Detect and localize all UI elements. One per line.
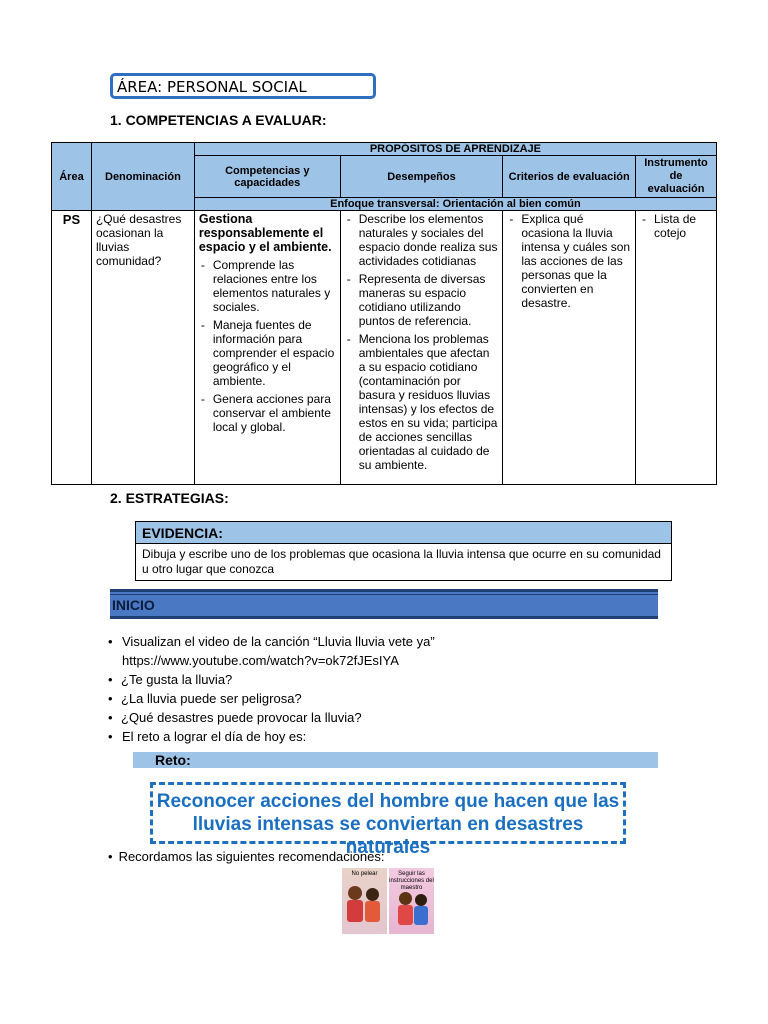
- capacidad-item: - Comprende las relaciones entre los elementos naturales y sociales.: [199, 258, 336, 314]
- list-item: [108, 651, 435, 670]
- inicio-banner: [110, 589, 658, 619]
- header-enfoque: Enfoque transversal: Orientación al bien común: [194, 198, 716, 211]
- child-figure-icon: [366, 888, 379, 901]
- recomendaciones-text: Recordamos las siguientes recomendaciones:: [118, 849, 385, 864]
- seguir-instrucciones-image: [389, 868, 434, 934]
- header-competencias: Competencias y capacidades: [194, 156, 340, 198]
- area-title-box: [110, 73, 376, 99]
- desempeno-item: - Menciona los problemas ambientales que afectan a su espacio cotidiano (contaminación por basura y residuos lluvias intensas) y los efectos de estos en su vida; participa de acciones sencillas orientadas al cuidado de su ambiente.: [345, 332, 499, 472]
- bullet-icon: •: [108, 729, 113, 744]
- bullet-icon: •: [108, 710, 113, 725]
- question-2: ¿La lluvia puede ser peligrosa?: [121, 691, 302, 706]
- question-3: ¿Qué desastres puede provocar la lluvia?: [121, 710, 362, 725]
- header-desempenos: Desempeños: [340, 156, 503, 198]
- row-instrumento: [636, 211, 717, 485]
- evidencia-text: Dibuja y escribe uno de los problemas que ocasiona la lluvia intensa que ocurre en su comunidad u otro lugar que conozca: [142, 547, 661, 576]
- video-url-link[interactable]: https://www.youtube.com/watch?v=ok72fJEsIYA: [122, 653, 399, 668]
- recommendation-images: [342, 868, 434, 934]
- capacidad-item: - Genera acciones para conservar el ambiente local y global.: [199, 392, 336, 434]
- header-area: Área: [52, 143, 92, 211]
- bullet-icon: •: [108, 634, 113, 649]
- competencia-title: Gestiona responsablemente el espacio y el ambiente.: [198, 212, 332, 254]
- child-figure-icon: [348, 886, 362, 900]
- no-pelear-image: [342, 868, 387, 934]
- list-item: [108, 708, 435, 727]
- child-figure-icon: [365, 901, 380, 922]
- list-item: [108, 689, 435, 708]
- row-denominacion: [91, 211, 194, 485]
- header-instrumento: Instrumento de evaluación: [636, 156, 717, 198]
- reto-text: Reconocer acciones del hombre que hacen que las lluvias intensas se conviertan en desastres naturales: [156, 791, 620, 858]
- section2-title: 2. ESTRATEGIAS:: [110, 490, 229, 506]
- child-figure-icon: [414, 906, 428, 925]
- row-area: [52, 211, 92, 485]
- question-1: ¿Te gusta la lluvia?: [121, 672, 233, 687]
- child-figure-icon: [415, 894, 427, 906]
- video-line: Visualizan el video de la canción “Lluvia lluvia vete ya”: [122, 634, 435, 649]
- section1-title: 1. COMPETENCIAS A EVALUAR:: [110, 112, 327, 128]
- inicio-list: [108, 632, 435, 746]
- criterio-item: - Explica qué ocasiona la lluvia intensa y cuáles son las acciones de las personas que la convierten en desastre.: [507, 212, 631, 310]
- header-propositos: PROPÓSITOS DE APRENDIZAJE: [194, 143, 716, 156]
- capacidad-item: - Maneja fuentes de información para comprender el espacio geográfico y el ambiente.: [199, 318, 336, 388]
- no-pelear-label: No pelear: [351, 871, 378, 877]
- reto-bar: [133, 752, 658, 768]
- row-competencia: [194, 211, 340, 485]
- competencias-table: [51, 142, 717, 485]
- row-desempenos: [340, 211, 503, 485]
- list-item: [108, 632, 435, 651]
- inicio-title: INICIO: [112, 597, 155, 613]
- header-denominacion: Denominación: [91, 143, 194, 211]
- bullet-icon: •: [108, 672, 113, 687]
- area-title: ÁREA: PERSONAL SOCIAL: [117, 78, 307, 96]
- recomendaciones-line: [108, 849, 384, 864]
- child-figure-icon: [399, 892, 412, 905]
- bullet-icon: •: [108, 691, 113, 706]
- bullet-icon: •: [108, 849, 113, 864]
- seguir-instrucciones-label: Seguir las instrucciones del maestro: [389, 871, 434, 891]
- instrumento-item: - Lista de cotejo: [640, 212, 712, 240]
- list-item: [108, 727, 435, 746]
- list-item: [108, 670, 435, 689]
- evidencia-title: EVIDENCIA:: [136, 522, 671, 544]
- row-denominacion-text: ¿Qué desastres ocasionan la lluvias comunidad?: [95, 212, 182, 268]
- row-criterios: [503, 211, 636, 485]
- reto-intro: El reto a lograr el día de hoy es:: [122, 729, 307, 744]
- reto-label: Reto:: [155, 752, 191, 768]
- evidencia-box: [135, 521, 672, 581]
- desempeno-item: - Representa de diversas maneras su espacio cotidiano utilizando puntos de referencia.: [345, 272, 499, 328]
- row-area-text: PS: [62, 212, 81, 227]
- desempeno-item: - Describe los elementos naturales y sociales del espacio donde realiza sus actividades cotidianas: [345, 212, 499, 268]
- child-figure-icon: [347, 900, 363, 922]
- child-figure-icon: [398, 905, 413, 925]
- header-criterios: Criterios de evaluación: [503, 156, 636, 198]
